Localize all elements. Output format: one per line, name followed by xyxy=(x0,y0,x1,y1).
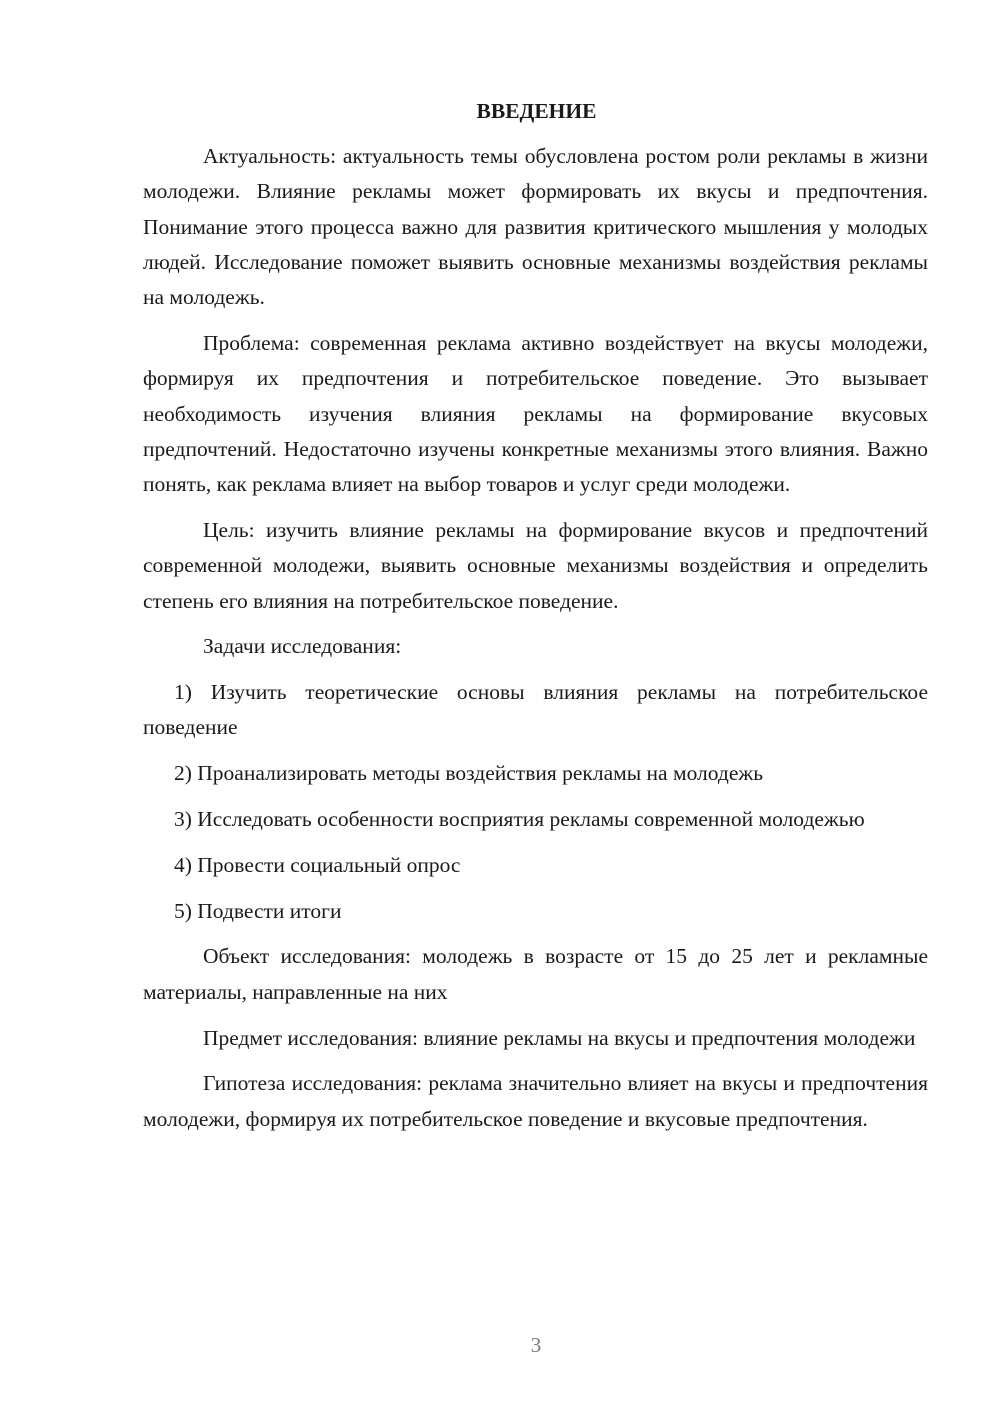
paragraph-object: Объект исследования: молодежь в возрасте от 15 до 25 лет и рекламные материалы, направленные на них xyxy=(143,944,928,1004)
task-item: 4) Провести социальный опрос xyxy=(174,852,461,877)
paragraph-relevance: Актуальность: актуальность темы обусловлена ростом роли рекламы в жизни молодежи. Влияние рекламы может формировать их вкусы и предпочтения. Понимание этого процесса важно для развития критического мышления у молодых людей. Исследование поможет выявить основные механизмы воздействия рекламы на молодежь. xyxy=(143,144,928,310)
document-page xyxy=(143,94,928,1147)
tasks-title: Задачи исследования: xyxy=(203,634,402,659)
paragraph-problem: Проблема: современная реклама активно воздействует на вкусы молодежи, формируя их предпочтения и потребительское поведение. Это вызывает необходимость изучения влияния рекламы на формирование вкусовых предпочтений. Недостаточно изучены конкретные механизмы этого влияния. Важно понять, как реклама влияет на выбор товаров и услуг среди молодежи. xyxy=(143,330,928,497)
paragraph-hypothesis: Гипотеза исследования: реклама значительно влияет на вкусы и предпочтения молодежи, формируя их потребительское поведение и вкусовые предпочтения. xyxy=(143,1071,928,1131)
task-item: 3) Исследовать особенности восприятия рекламы современной молодежью xyxy=(174,807,865,832)
task-item: 5) Подвести итоги xyxy=(174,898,342,923)
task-item: 2) Проанализировать методы воздействия рекламы на молодежь xyxy=(174,761,764,786)
page-number: 3 xyxy=(530,1333,542,1357)
paragraph-subject: Предмет исследования: влияние рекламы на вкусы и предпочтения молодежи xyxy=(203,1025,916,1050)
paragraph-goal: Цель: изучить влияние рекламы на формирование вкусов и предпочтений современной молодежи, выявить основные механизмы воздействия и определить степень его влияния на потребительское поведение. xyxy=(143,517,928,613)
page-title: ВВЕДЕНИЕ xyxy=(476,99,597,123)
task-item: 1) Изучить теоретические основы влияния рекламы на потребительское поведение xyxy=(143,680,928,740)
